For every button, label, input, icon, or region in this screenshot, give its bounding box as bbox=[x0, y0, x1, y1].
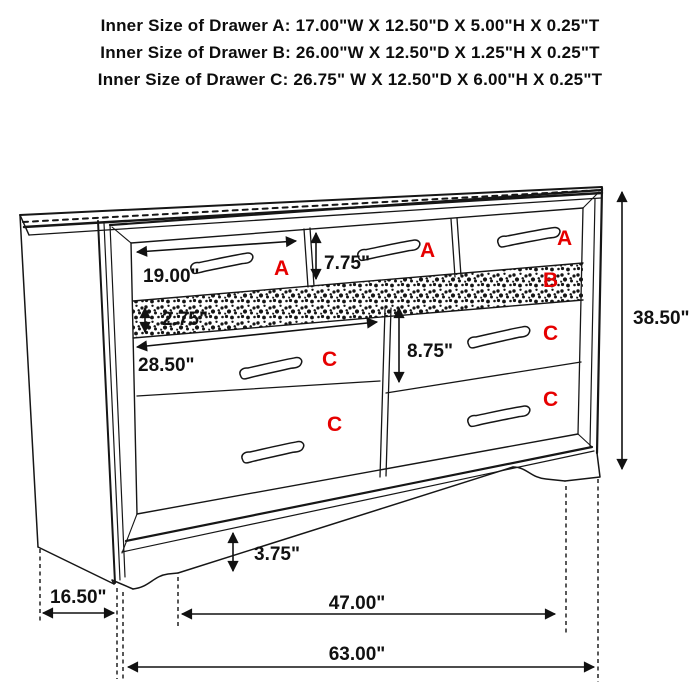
a-row-mullion-1a bbox=[304, 229, 308, 287]
cabinet-outline bbox=[20, 187, 602, 589]
frame-inner-left bbox=[131, 243, 137, 514]
label-side-depth: 16.50" bbox=[50, 587, 107, 608]
frame-inner-right-edge bbox=[578, 208, 583, 434]
side-back-edge bbox=[20, 215, 38, 547]
drawer-c2-right-handle bbox=[467, 406, 531, 427]
drawer-c1-left-handle bbox=[239, 357, 303, 379]
label-drawer-c-height: 8.75" bbox=[407, 341, 453, 362]
label-drawer-c1-left: C bbox=[322, 348, 338, 371]
label-overall-height: 38.50" bbox=[633, 308, 690, 329]
left-foot-bottom bbox=[112, 580, 133, 589]
base-molding-line2 bbox=[122, 451, 594, 552]
c-center-mullion-a bbox=[380, 309, 385, 477]
label-drawer-c1-right: C bbox=[543, 322, 559, 345]
right-foot-bottom bbox=[565, 453, 600, 481]
label-base-height: 3.75" bbox=[254, 544, 300, 565]
label-drawer-a-height: 7.75" bbox=[324, 253, 370, 274]
base-molding-top bbox=[126, 447, 592, 541]
front-right-outer-edge bbox=[597, 188, 602, 453]
label-drawer-a2: A bbox=[420, 239, 436, 262]
a-row-mullion-1b bbox=[310, 228, 314, 286]
label-drawer-a1: A bbox=[274, 257, 290, 280]
c-left-row-divider bbox=[137, 381, 380, 396]
label-tray-b-height: 2.75" bbox=[162, 309, 208, 330]
front-right-edge-line2 bbox=[590, 199, 595, 446]
label-feet-span: 47.00" bbox=[328, 593, 386, 614]
label-drawer-a-width: 19.00" bbox=[143, 266, 200, 287]
drawer-a1-handle bbox=[190, 253, 254, 274]
a-row-mullion-2a bbox=[451, 219, 455, 277]
spec-line-drawer-a: Inner Size of Drawer A: 17.00"W X 12.50"D X 5.00"H X 0.25"T bbox=[100, 16, 600, 35]
dim-line-drawer-a-width bbox=[137, 241, 296, 252]
left-foot-scroll-curve bbox=[133, 573, 178, 589]
drawer-c1-right-handle bbox=[467, 326, 531, 348]
spec-line-drawer-c: Inner Size of Drawer C: 26.75" W X 12.50"D X 6.00"H X 0.25"T bbox=[97, 70, 603, 89]
label-drawer-c2-left: C bbox=[327, 413, 343, 436]
side-bottom-edge bbox=[38, 547, 114, 584]
frame-miter-bottom-right bbox=[578, 434, 591, 446]
frame-miter-bottom-left bbox=[122, 514, 137, 553]
label-drawer-c2-right: C bbox=[543, 388, 559, 411]
right-foot-scroll-curve bbox=[513, 467, 565, 481]
drawer-c2-left-handle bbox=[241, 441, 305, 463]
drawer-handles bbox=[190, 227, 561, 463]
drawer-a3-handle bbox=[497, 227, 560, 247]
label-drawer-a3: A bbox=[557, 227, 573, 250]
a-row-mullion-2b bbox=[457, 218, 461, 276]
label-drawer-c-width: 28.50" bbox=[138, 355, 195, 376]
label-drawer-b: B bbox=[543, 269, 559, 292]
spec-line-drawer-b: Inner Size of Drawer B: 26.00"W X 12.50"D X 1.25"H X 0.25"T bbox=[100, 43, 600, 62]
label-overall-width: 63.00" bbox=[328, 644, 386, 665]
